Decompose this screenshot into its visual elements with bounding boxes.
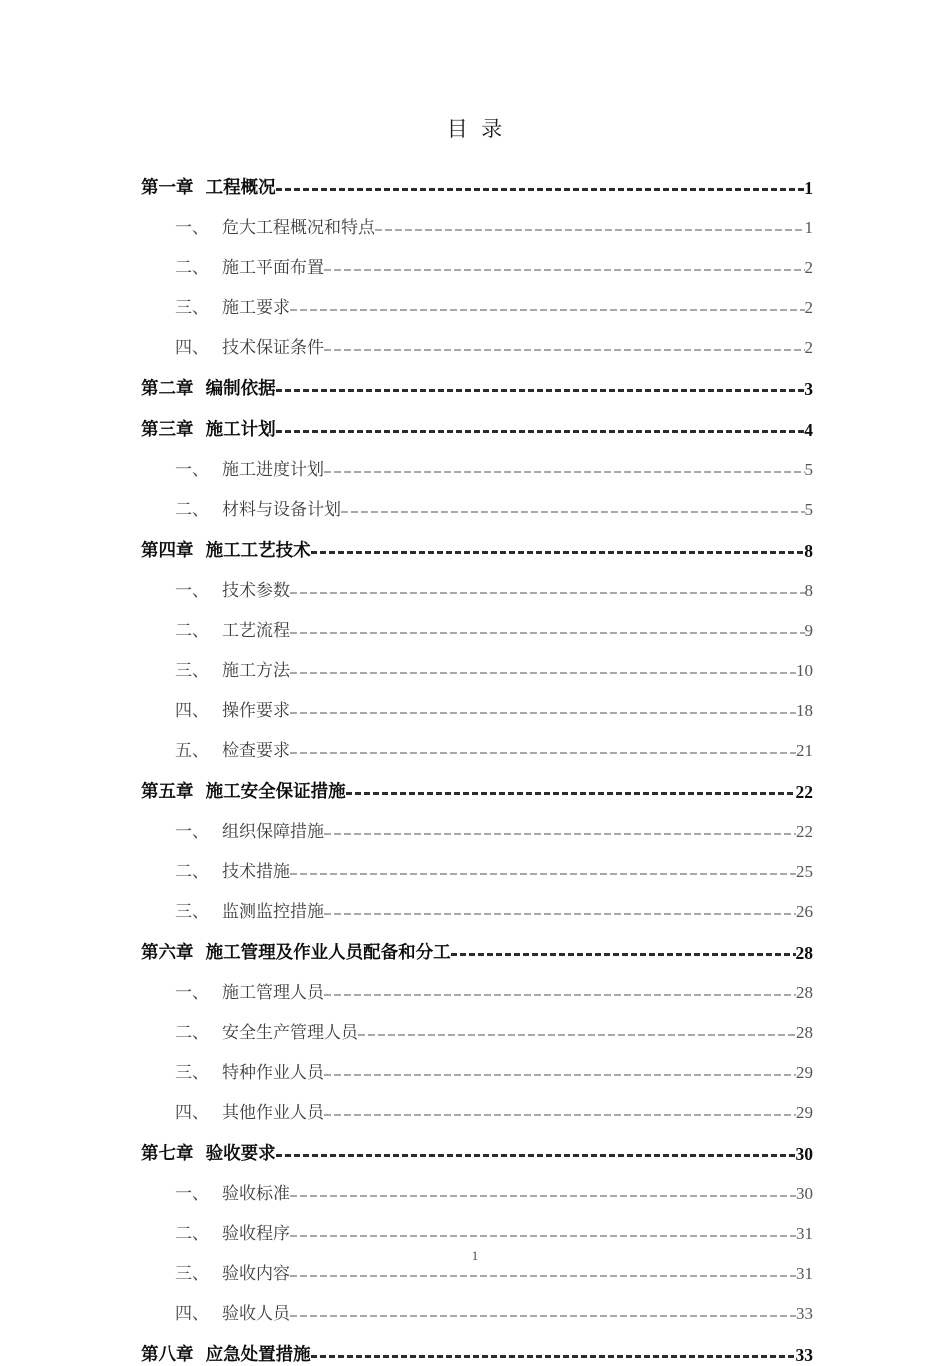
toc-page-number: 1	[804, 218, 813, 237]
toc-entry-label: 第四章 施工工艺技术	[141, 541, 311, 561]
toc-subitem-row[interactable]	[141, 279, 813, 319]
toc-entry-label: 监测监控措施	[222, 902, 324, 921]
toc-leader-dots	[290, 1309, 796, 1321]
toc-entry-label: 安全生产管理人员	[222, 1023, 358, 1042]
toc-entry-number: 四、	[175, 338, 209, 357]
toc-leader-dots	[324, 263, 805, 275]
toc-leader-dots	[311, 545, 805, 558]
toc-page-number: 8	[804, 541, 813, 561]
toc-leader-dots	[290, 1229, 796, 1241]
toc-entry-label: 危大工程概况和特点	[222, 218, 375, 237]
toc-subitem-row[interactable]	[141, 239, 813, 279]
toc-subitem-row[interactable]	[141, 722, 813, 762]
toc-entry-number: 一、	[175, 581, 209, 600]
toc-entry-label: 验收程序	[222, 1224, 290, 1243]
toc-leader-dots	[346, 786, 796, 799]
toc-subitem-row[interactable]	[141, 1084, 813, 1124]
toc-entry-number: 四、	[175, 1103, 209, 1122]
toc-leader-dots	[358, 1028, 796, 1040]
toc-leader-dots	[451, 947, 796, 960]
toc-entry-number: 二、	[175, 621, 209, 640]
toc-page-number: 21	[796, 741, 813, 760]
toc-entry-label: 技术保证条件	[222, 338, 324, 357]
toc-leader-dots	[324, 907, 796, 919]
toc-subitem-row[interactable]	[141, 642, 813, 682]
toc-page-number: 28	[795, 943, 813, 963]
toc-leader-dots	[276, 383, 805, 396]
toc-entry-number: 五、	[175, 741, 209, 760]
toc-entry-label: 特种作业人员	[222, 1063, 324, 1082]
toc-entry-label: 第五章 施工安全保证措施	[141, 782, 346, 802]
toc-entry-label: 第七章 验收要求	[141, 1144, 276, 1164]
toc-entry-label: 组织保障措施	[222, 822, 324, 841]
toc-page-number: 25	[796, 862, 813, 881]
toc-entry-number: 二、	[175, 1023, 209, 1042]
toc-entry-number: 三、	[175, 298, 209, 317]
toc-subitem-row[interactable]	[141, 199, 813, 239]
toc-leader-dots	[324, 465, 805, 477]
toc-leader-dots	[290, 1269, 796, 1281]
toc-entry-number: 一、	[175, 983, 209, 1002]
toc-subitem-row[interactable]	[141, 682, 813, 722]
toc-leader-dots	[290, 1189, 796, 1201]
toc-page-number: 30	[796, 1184, 813, 1203]
toc-subitem-row[interactable]	[141, 481, 813, 521]
toc-page-number: 31	[796, 1264, 813, 1283]
toc-leader-dots	[290, 867, 796, 879]
toc-page-number: 10	[796, 661, 813, 680]
toc-leader-dots	[290, 706, 796, 718]
page-title: 目 录	[446, 117, 504, 141]
toc-entry-label: 第一章 工程概况	[141, 178, 276, 198]
toc-entry-number: 二、	[175, 258, 209, 277]
toc-entry-label: 其他作业人员	[222, 1103, 324, 1122]
toc-entry-number: 三、	[175, 902, 209, 921]
toc-entry-label: 第六章 施工管理及作业人员配备和分工	[141, 943, 451, 963]
toc-subitem-row[interactable]	[141, 964, 813, 1004]
toc-leader-dots	[290, 303, 805, 315]
toc-chapter-row[interactable]	[141, 158, 813, 199]
toc-page-number: 22	[795, 782, 813, 802]
toc-page-number: 28	[796, 983, 813, 1002]
toc-entry-number: 二、	[175, 1224, 209, 1243]
toc-leader-dots	[324, 1108, 796, 1120]
toc-chapter-row[interactable]	[141, 1325, 813, 1366]
toc-page-number: 28	[796, 1023, 813, 1042]
toc-chapter-row[interactable]	[141, 521, 813, 562]
toc-leader-dots	[276, 1148, 796, 1161]
toc-entry-label: 施工平面布置	[222, 258, 324, 277]
toc-entry-number: 一、	[175, 1184, 209, 1203]
toc-subitem-row[interactable]	[141, 319, 813, 359]
toc-leader-dots	[324, 988, 796, 1000]
toc-entry-label: 验收人员	[222, 1304, 290, 1323]
toc-entry-number: 三、	[175, 1264, 209, 1283]
toc-entry-label: 技术参数	[222, 581, 290, 600]
toc-page-number: 29	[796, 1103, 813, 1122]
toc-page-number: 8	[804, 581, 813, 600]
toc-subitem-row[interactable]	[141, 602, 813, 642]
toc-page-number: 2	[804, 338, 813, 357]
toc-entry-number: 四、	[175, 1304, 209, 1323]
toc-leader-dots	[276, 182, 805, 195]
toc-leader-dots	[276, 424, 805, 437]
toc-page-number: 26	[796, 902, 813, 921]
toc-leader-dots	[290, 746, 796, 758]
toc-subitem-row[interactable]	[141, 883, 813, 923]
toc-subitem-row[interactable]	[141, 441, 813, 481]
table-of-contents	[141, 158, 813, 1366]
toc-page-number: 31	[796, 1224, 813, 1243]
toc-leader-dots	[324, 343, 805, 355]
toc-entry-label: 技术措施	[222, 862, 290, 881]
toc-page-number: 33	[796, 1304, 813, 1323]
toc-entry-label: 验收标准	[222, 1184, 290, 1203]
toc-leader-dots	[290, 666, 796, 678]
toc-entry-label: 第八章 应急处置措施	[141, 1345, 311, 1365]
toc-chapter-row[interactable]	[141, 762, 813, 803]
toc-entry-number: 一、	[175, 822, 209, 841]
toc-chapter-row[interactable]	[141, 923, 813, 964]
toc-entry-label: 材料与设备计划	[222, 500, 341, 519]
toc-subitem-row[interactable]	[141, 1285, 813, 1325]
toc-entry-label: 施工进度计划	[222, 460, 324, 479]
toc-chapter-row[interactable]	[141, 400, 813, 441]
toc-page-number: 18	[796, 701, 813, 720]
toc-page-number: 5	[804, 460, 813, 479]
toc-subitem-row[interactable]	[141, 1165, 813, 1205]
toc-entry-label: 第三章 施工计划	[141, 420, 276, 440]
toc-entry-number: 一、	[175, 218, 209, 237]
toc-subitem-row[interactable]	[141, 562, 813, 602]
toc-page-number: 5	[804, 500, 813, 519]
toc-entry-label: 施工要求	[222, 298, 290, 317]
toc-chapter-row[interactable]	[141, 1124, 813, 1165]
toc-page-number: 30	[795, 1144, 813, 1164]
toc-entry-number: 一、	[175, 460, 209, 479]
toc-page-number: 2	[804, 298, 813, 317]
toc-entry-number: 四、	[175, 701, 209, 720]
toc-leader-dots	[375, 223, 805, 235]
toc-entry-label: 操作要求	[222, 701, 290, 720]
toc-leader-dots	[341, 505, 805, 517]
toc-entry-label: 第二章 编制依据	[141, 379, 276, 399]
toc-chapter-row[interactable]	[141, 359, 813, 400]
toc-page-number: 3	[804, 379, 813, 399]
toc-subitem-row[interactable]	[141, 1044, 813, 1084]
toc-entry-number: 三、	[175, 1063, 209, 1082]
toc-entry-number: 二、	[175, 862, 209, 881]
toc-leader-dots	[311, 1349, 796, 1362]
toc-page-number: 9	[804, 621, 813, 640]
toc-entry-label: 验收内容	[222, 1264, 290, 1283]
toc-entry-label: 施工方法	[222, 661, 290, 680]
toc-page-number: 29	[796, 1063, 813, 1082]
toc-subitem-row[interactable]	[141, 803, 813, 843]
toc-page-number: 2	[804, 258, 813, 277]
toc-page-number: 33	[795, 1345, 813, 1365]
toc-page-number: 1	[804, 178, 813, 198]
toc-leader-dots	[290, 586, 805, 598]
toc-entry-label: 检查要求	[222, 741, 290, 760]
toc-entry-number: 三、	[175, 661, 209, 680]
toc-subitem-row[interactable]	[141, 843, 813, 883]
toc-leader-dots	[290, 626, 805, 638]
toc-page-number: 4	[804, 420, 813, 440]
toc-entry-number: 二、	[175, 500, 209, 519]
toc-page-number: 22	[796, 822, 813, 841]
toc-entry-label: 工艺流程	[222, 621, 290, 640]
toc-subitem-row[interactable]	[141, 1205, 813, 1245]
toc-leader-dots	[324, 1068, 796, 1080]
footer-page-number: 1	[471, 1248, 479, 1263]
toc-entry-label: 施工管理人员	[222, 983, 324, 1002]
toc-leader-dots	[324, 827, 796, 839]
toc-subitem-row[interactable]	[141, 1004, 813, 1044]
